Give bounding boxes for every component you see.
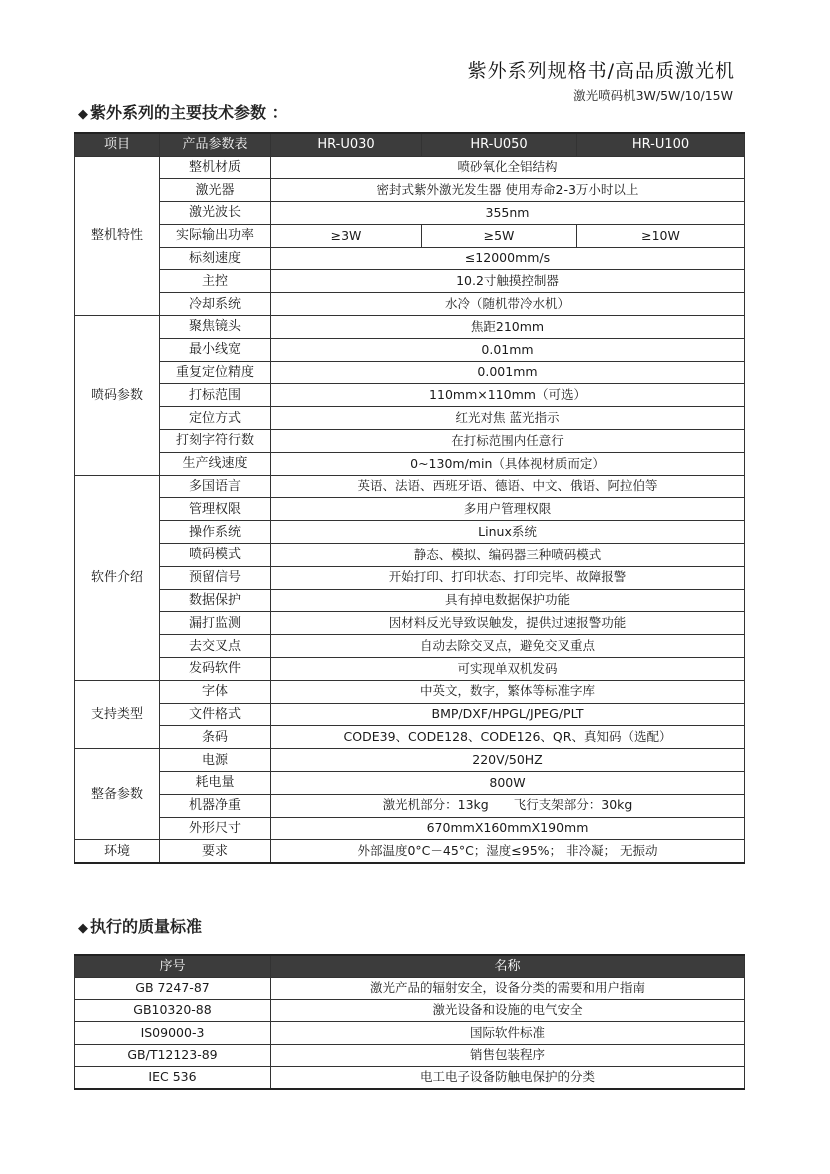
spec-row [75, 749, 745, 772]
spec-param-name: 耗电量 [160, 772, 271, 795]
spec-row [75, 772, 745, 795]
spec-param-name: 漏打监测 [160, 612, 271, 635]
standard-name: 激光产品的辐射安全，设备分类的需要和用户指南 [271, 977, 745, 999]
spec-group-label: 环境 [75, 840, 160, 863]
spec-param-value: 10.2寸触摸控制器 [271, 270, 745, 293]
spec-param-value: 110mm×110mm（可选） [271, 384, 745, 407]
spec-param-value: 密封式紫外激光发生器 使用寿命2-3万小时以上 [271, 179, 745, 202]
diamond-bullet-icon: ◆ [78, 921, 88, 936]
spec-row [75, 498, 745, 521]
diamond-bullet-icon: ◆ [78, 107, 88, 122]
spec-row [75, 316, 745, 339]
spec-param-name: 多国语言 [160, 475, 271, 498]
spec-param-name: 机器净重 [160, 794, 271, 817]
standards-table [74, 954, 745, 1090]
spec-param-name: 预留信号 [160, 566, 271, 589]
spec-param-value: 因材料反光导致误触发，提供过速报警功能 [271, 612, 745, 635]
spec-param-name: 最小线宽 [160, 338, 271, 361]
spec-row [75, 202, 745, 225]
spec-row [75, 179, 745, 202]
spec-param-value: Linux系统 [271, 521, 745, 544]
spec-row [75, 293, 745, 316]
standard-code: GB 7247-87 [75, 977, 271, 999]
standard-code: GB10320-88 [75, 999, 271, 1021]
spec-group-label: 软件介绍 [75, 475, 160, 680]
standards-header-row [75, 955, 745, 977]
standard-code: IEC 536 [75, 1067, 271, 1089]
spec-param-value: 焦距210mm [271, 316, 745, 339]
spec-param-name: 激光器 [160, 179, 271, 202]
spec-param-name: 要求 [160, 840, 271, 863]
spec-row [75, 156, 745, 179]
spec-param-name: 定位方式 [160, 407, 271, 430]
spec-column-header: HR-U100 [577, 133, 745, 156]
spec-param-value: 在打标范围内任意行 [271, 430, 745, 453]
spec-row [75, 726, 745, 749]
spec-param-name: 文件格式 [160, 703, 271, 726]
spec-param-value: 0~130m/min（具体视材质而定） [271, 452, 745, 475]
spec-param-name: 发码软件 [160, 658, 271, 681]
spec-group-label: 整备参数 [75, 749, 160, 840]
spec-row [75, 840, 745, 863]
standard-name: 激光设备和设施的电气安全 [271, 999, 745, 1021]
standard-name: 销售包装程序 [271, 1044, 745, 1066]
spec-param-name: 去交叉点 [160, 635, 271, 658]
standards-row [75, 977, 745, 999]
spec-param-name: 字体 [160, 680, 271, 703]
standard-code: IS09000-3 [75, 1022, 271, 1044]
spec-row [75, 475, 745, 498]
spec-row [75, 566, 745, 589]
spec-param-value: 中英文，数字，繁体等标准字库 [271, 680, 745, 703]
spec-group-label: 支持类型 [75, 680, 160, 748]
spec-param-value: 670mmX160mmX190mm [271, 817, 745, 840]
spec-param-name: 激光波长 [160, 202, 271, 225]
spec-param-name: 打标范围 [160, 384, 271, 407]
spec-param-value: 英语、法语、西班牙语、德语、中文、俄语、阿拉伯等 [271, 475, 745, 498]
spec-row [75, 544, 745, 567]
spec-group-label: 整机特性 [75, 156, 160, 316]
spec-param-value: 220V/50HZ [271, 749, 745, 772]
spec-row [75, 612, 745, 635]
spec-row [75, 635, 745, 658]
spec-param-name: 整机材质 [160, 156, 271, 179]
spec-model-value: ≥10W [577, 224, 745, 247]
std-section-heading [78, 914, 202, 937]
standards-row [75, 1022, 745, 1044]
spec-param-name: 操作系统 [160, 521, 271, 544]
spec-param-name: 主控 [160, 270, 271, 293]
spec-model-value: ≥3W [271, 224, 422, 247]
spec-param-value: 多用户管理权限 [271, 498, 745, 521]
spec-param-name: 重复定位精度 [160, 361, 271, 384]
spec-param-name: 标刻速度 [160, 247, 271, 270]
standard-name: 电工电子设备防触电保护的分类 [271, 1067, 745, 1089]
spec-param-value: 红光对焦 蓝光指示 [271, 407, 745, 430]
spec-param-name: 管理权限 [160, 498, 271, 521]
spec-row [75, 384, 745, 407]
standards-row [75, 1067, 745, 1089]
standards-row [75, 999, 745, 1021]
standards-column-header: 名称 [271, 955, 745, 977]
spec-row [75, 452, 745, 475]
standards-column-header: 序号 [75, 955, 271, 977]
spec-header-row [75, 133, 745, 156]
spec-row [75, 270, 745, 293]
spec-row [75, 817, 745, 840]
spec-table [74, 132, 745, 864]
spec-row [75, 589, 745, 612]
spec-model-value: ≥5W [422, 224, 577, 247]
doc-title: 紫外系列规格书/高品质激光机 [467, 60, 735, 82]
spec-row [75, 407, 745, 430]
spec-param-value: 静态、模拟、编码器三种喷码模式 [271, 544, 745, 567]
spec-param-value: 水冷（随机带冷水机） [271, 293, 745, 316]
spec-param-name: 打刻字符行数 [160, 430, 271, 453]
spec-param-name: 冷却系统 [160, 293, 271, 316]
spec-param-value: 外部温度0°C－45°C；湿度≤95%； 非冷凝； 无振动 [271, 840, 745, 863]
spec-param-value: 具有掉电数据保护功能 [271, 589, 745, 612]
spec-row [75, 430, 745, 453]
spec-param-value: BMP/DXF/HPGL/JPEG/PLT [271, 703, 745, 726]
spec-param-value: 0.01mm [271, 338, 745, 361]
spec-param-value: 自动去除交叉点，避免交叉重点 [271, 635, 745, 658]
std-section-heading-text: 执行的质量标准 [90, 917, 203, 936]
spec-param-value: 开始打印、打印状态、打印完毕、故障报警 [271, 566, 745, 589]
standard-name: 国际软件标准 [271, 1022, 745, 1044]
spec-column-header: HR-U030 [271, 133, 422, 156]
spec-param-value: ≤12000mm/s [271, 247, 745, 270]
spec-row [75, 680, 745, 703]
spec-row [75, 703, 745, 726]
spec-section-heading [78, 100, 288, 123]
spec-row [75, 521, 745, 544]
spec-param-name: 数据保护 [160, 589, 271, 612]
spec-column-header: 产品参数表 [160, 133, 271, 156]
spec-param-value: 激光机部分：13kg 飞行支架部分：30kg [271, 794, 745, 817]
spec-section-heading-text: 紫外系列的主要技术参数 ： [90, 103, 288, 122]
spec-param-name: 电源 [160, 749, 271, 772]
spec-param-value: CODE39、CODE128、CODE126、QR、真知码（选配） [271, 726, 745, 749]
spec-param-name: 喷码模式 [160, 544, 271, 567]
spec-row [75, 224, 745, 247]
standard-code: GB/T12123-89 [75, 1044, 271, 1066]
spec-group-label: 喷码参数 [75, 316, 160, 476]
doc-subtitle: 激光喷码机3W/5W/10/15W [573, 88, 733, 103]
spec-row [75, 338, 745, 361]
spec-param-value: 可实现单双机发码 [271, 658, 745, 681]
spec-param-value: 355nm [271, 202, 745, 225]
spec-column-header: HR-U050 [422, 133, 577, 156]
spec-param-value: 喷砂氧化全铝结构 [271, 156, 745, 179]
spec-param-name: 条码 [160, 726, 271, 749]
spec-param-name: 生产线速度 [160, 452, 271, 475]
standards-row [75, 1044, 745, 1066]
spec-column-header: 项目 [75, 133, 160, 156]
spec-param-value: 0.001mm [271, 361, 745, 384]
spec-param-value: 800W [271, 772, 745, 795]
spec-row [75, 658, 745, 681]
spec-row [75, 247, 745, 270]
spec-param-name: 聚焦镜头 [160, 316, 271, 339]
spec-param-name: 实际输出功率 [160, 224, 271, 247]
spec-param-name: 外形尺寸 [160, 817, 271, 840]
spec-row [75, 794, 745, 817]
spec-row [75, 361, 745, 384]
